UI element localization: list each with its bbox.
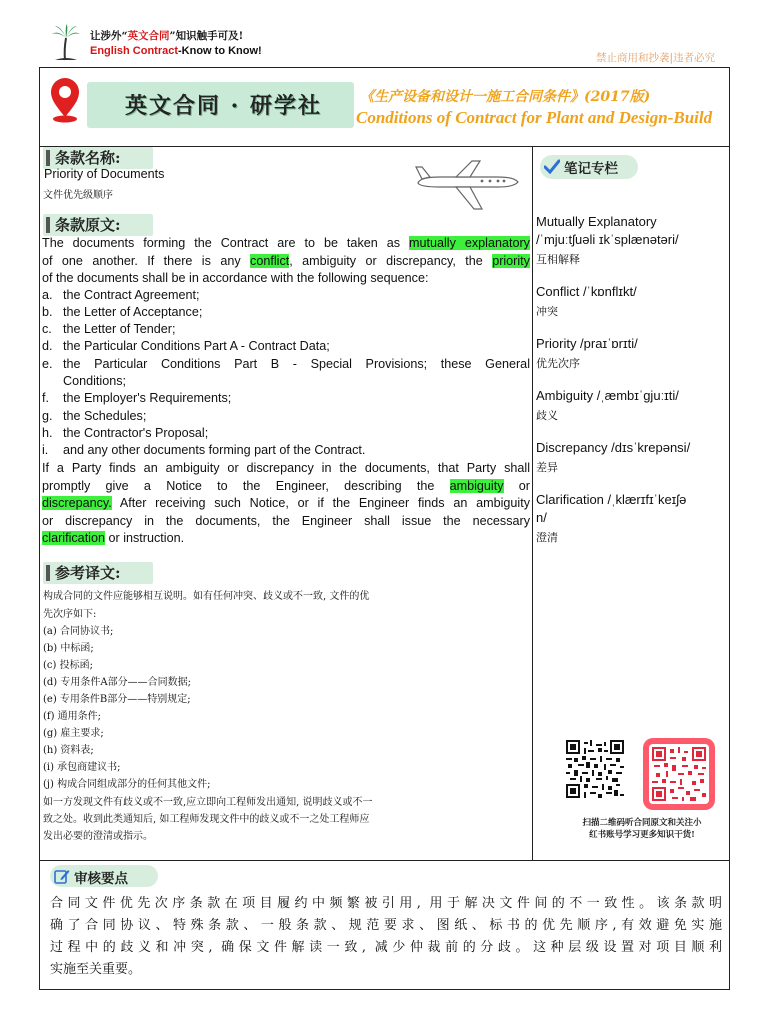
- list-marker: b.: [42, 305, 53, 319]
- qr-code-icon[interactable]: [566, 740, 624, 798]
- header-subtitle: English Contract-Know to Know!: [90, 45, 262, 57]
- translation-line: (c) 投标函;: [43, 660, 93, 671]
- list-item: the Schedules;: [63, 409, 147, 423]
- clause-para2-line3: discrepancy. After receiving such Notice, or if the Engineer finds an ambiguity: [42, 496, 530, 510]
- clause-para1-line2: of one another. If there is any conflict, ambiguity or discrepancy, the priority: [42, 254, 530, 268]
- contract-title-en: Conditions of Contract for Plant and Design-Build: [356, 108, 713, 127]
- list-item: the Contractor's Proposal;: [63, 426, 209, 440]
- translation-line: 先次序如下:: [43, 609, 97, 620]
- list-marker: h.: [42, 426, 53, 440]
- note-term: Mutually Explanatory: [536, 214, 657, 229]
- note-cn: 冲突: [536, 305, 558, 318]
- translation-line: (a) 合同协议书;: [43, 626, 114, 637]
- translation-line: (f) 通用条件;: [43, 711, 102, 722]
- translation-line: 如一方发现文件有歧义或不一致,应立即向工程师发出通知, 说明歧义或不一: [43, 797, 373, 808]
- clause-para2-line2: promptly give a Notice to the Engineer, describing the ambiguity or: [42, 479, 530, 493]
- list-marker: a.: [42, 288, 53, 302]
- location-pin-icon: [47, 77, 83, 123]
- list-marker: g.: [42, 409, 53, 423]
- clause-para1-line3: of the documents shall be in accordance with the following sequence:: [42, 271, 429, 285]
- highlight-discrepancy: discrepancy.: [42, 496, 112, 510]
- clause-text-label: 条款原文:: [43, 214, 153, 236]
- notes-title: 笔记专栏: [540, 155, 638, 179]
- highlight-conflict: conflict: [250, 254, 290, 268]
- list-item: the Letter of Tender;: [63, 322, 176, 336]
- clause-para2-line1: If a Party finds an ambiguity or discrepancy in the documents, that Party shall: [42, 461, 530, 475]
- list-item: the Contract Agreement;: [63, 288, 200, 302]
- contract-title-cn: 《生产设备和设计一施工合同条件》(2017版): [360, 89, 651, 105]
- list-item: the Letter of Acceptance;: [63, 305, 203, 319]
- note-cn: 差异: [536, 461, 558, 474]
- highlight-priority: priority: [492, 254, 530, 268]
- list-item: the Particular Conditions Part B - Special Provisions; these General: [63, 357, 530, 371]
- header-slogan: 让涉外“英文合同”知识触手可及!: [90, 30, 244, 42]
- list-marker: c.: [42, 322, 52, 336]
- checkmark-icon: [544, 159, 560, 175]
- review-line: 合同文件优先次序条款在项目履约中频繁被引用, 用于解决文件间的不一致性。该条款明: [50, 896, 722, 911]
- review-line: 确了合同协议、特殊条款、一般条款、规范要求、图纸、标书的优先顺序,有效避免实施: [50, 918, 722, 933]
- clause-name-label: 条款名称:: [43, 147, 153, 169]
- palm-tree-logo-icon: [52, 24, 80, 62]
- list-item: Conditions;: [63, 374, 127, 388]
- list-marker: f.: [42, 391, 49, 405]
- document-frame: [39, 67, 730, 990]
- clause-name-cn: 文件优先级顺序: [43, 190, 113, 201]
- list-item: and any other documents forming part of the Contract.: [63, 443, 366, 457]
- edit-pencil-icon: [54, 868, 70, 884]
- clause-para1-line1: The documents forming the Contract are to be taken as mutually explanatory: [42, 236, 530, 250]
- review-line: 实施至关重要。: [50, 962, 142, 977]
- translation-line: (j) 构成合同组成部分的任何其他文件;: [43, 779, 211, 790]
- translation-label: 参考译文:: [43, 562, 153, 584]
- note-cn: 歧义: [536, 409, 558, 422]
- clause-para2-line4: or discrepancy in the documents, the Engineer shall issue the necessary: [42, 514, 530, 528]
- column-divider: [532, 146, 533, 860]
- translation-line: (e) 专用条件B部分——特别规定;: [43, 694, 191, 705]
- note-term: Discrepancy /dɪsˈkrepənsi/: [536, 440, 691, 455]
- qr-pattern-icon: [652, 747, 706, 801]
- translation-line: (h) 资料表;: [43, 745, 94, 756]
- note-cn: 互相解释: [536, 253, 580, 266]
- list-item: the Employer's Requirements;: [63, 391, 232, 405]
- note-term: Priority /praɪˈɒrɪti/: [536, 336, 638, 351]
- highlight-ambiguity: ambiguity: [449, 479, 504, 493]
- note-term: Conflict /ˈkɒnflɪkt/: [536, 284, 637, 299]
- review-divider: [39, 860, 730, 861]
- review-line: 过程中的歧义和冲突, 确保文件解读一致, 减少仲裁前的分歧。这种层级设置对项目顺利: [50, 940, 722, 955]
- qr-caption: 红书账号学习更多知识干货!: [589, 830, 695, 840]
- xiaohongshu-qr-icon[interactable]: [643, 738, 715, 810]
- translation-line: 构成合同的文件应能够相互说明。如有任何冲突、歧义或不一致, 文件的优: [43, 591, 370, 602]
- note-term: Clarification /ˌklærɪfɪˈkeɪʃə: [536, 492, 687, 507]
- note-phonetic: /ˈmjuːtʃuəli ɪkˈsplænətəri/: [536, 232, 679, 247]
- copyright-warning: 禁止商用和抄袭|违者必究: [596, 52, 716, 64]
- note-phonetic: n/: [536, 510, 547, 525]
- list-marker: e.: [42, 357, 53, 371]
- translation-line: (g) 雇主要求;: [43, 728, 104, 739]
- translation-line: (d) 专用条件A部分——合同数据;: [43, 677, 191, 688]
- airplane-icon: [410, 157, 522, 215]
- qr-caption: 扫描二维码听合同原文和关注小: [582, 818, 702, 828]
- list-marker: d.: [42, 339, 53, 353]
- translation-line: (b) 中标函;: [43, 643, 94, 654]
- translation-line: 致之处。收到此类通知后, 如工程师发现文件中的歧义或不一之处工程师应: [43, 814, 370, 825]
- list-marker: i.: [42, 443, 49, 457]
- note-cn: 澄清: [536, 531, 558, 544]
- note-cn: 优先次序: [536, 357, 580, 370]
- clause-name-en: Priority of Documents: [44, 167, 165, 181]
- clause-para2-line5: clarification or instruction.: [42, 531, 185, 545]
- translation-line: (i) 承包商建议书;: [43, 762, 121, 773]
- translation-line: 发出必要的澄清或指示。: [43, 831, 153, 842]
- brand-title: 英文合同 · 研学社: [125, 93, 322, 119]
- note-term: Ambiguity /ˌæmbɪˈɡjuːɪti/: [536, 388, 679, 403]
- review-title: 审核要点: [50, 865, 158, 887]
- highlight-clarification: clarification: [42, 531, 105, 545]
- list-item: the Particular Conditions Part A - Contract Data;: [63, 339, 330, 353]
- highlight-mutually-explanatory: mutually explanatory: [409, 236, 530, 250]
